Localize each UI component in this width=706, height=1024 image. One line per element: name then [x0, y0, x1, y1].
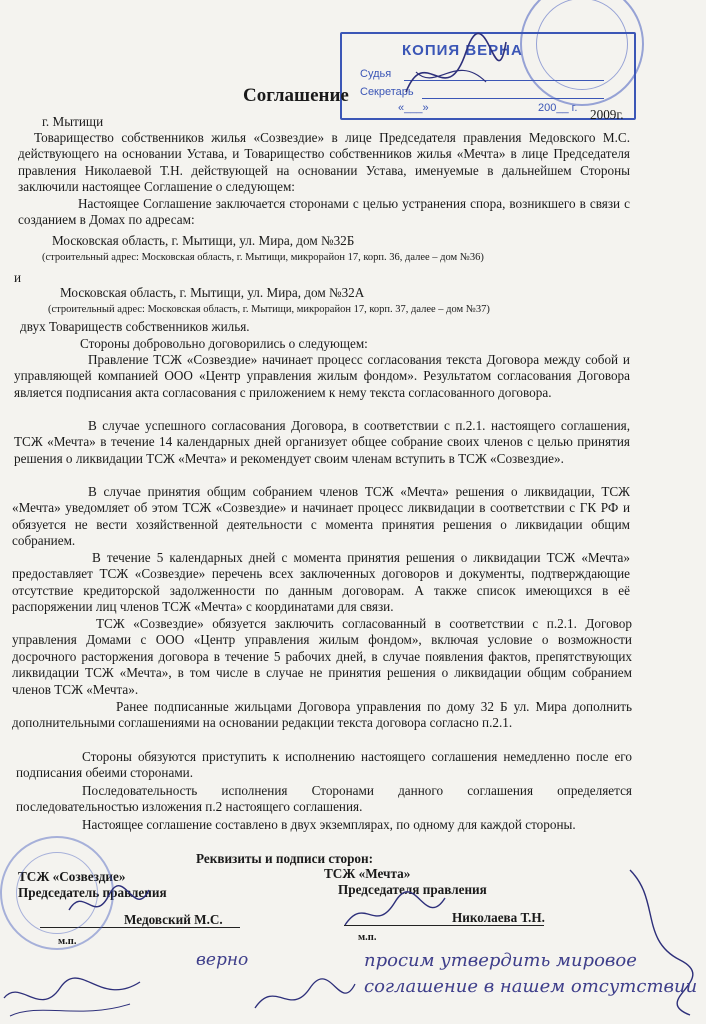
bottom-signature	[250, 978, 360, 1022]
document-title: Соглашение	[243, 85, 349, 106]
left-name: Медовский М.С.	[124, 912, 223, 927]
document-date: 2009г.	[590, 107, 624, 122]
bottom-left-scribble	[0, 958, 150, 1024]
stamp-title: КОПИЯ ВЕРНА	[402, 42, 523, 59]
agreed-text: Стороны добровольно договорились о следующем:	[80, 336, 368, 351]
stamp-year: 200__ г.	[538, 102, 578, 114]
stamp-judge-line	[404, 80, 604, 81]
stamp-judge-label: Судья	[360, 68, 392, 80]
left-org: ТСЖ «Созвездие»	[18, 869, 126, 884]
clause-1: Правление ТСЖ «Созвездие» начинает процесс согласования текста Договора между собой и управляющей компанией ООО «Центр управления жилым фондом». Результатом согласования Договора является подписания акта согласования с приложением к нему текста согласованного договора.	[14, 352, 630, 400]
right-org: ТСЖ «Мечта»	[324, 866, 411, 881]
purpose-paragraph: Настоящее Соглашение заключается сторонами с целью устранения спора, возникшего в связи с созданием в Домах по адресам:	[18, 196, 630, 228]
stamp-date: «___»	[398, 102, 429, 114]
clause-7: Стороны обязуются приступить к исполнению настоящего соглашения немедленно после его подписания обеими сторонами.	[16, 749, 632, 781]
clause-8: Последовательность исполнения Сторонами данного соглашения определяется последовательностью изложения п.2 настоящего соглашения.	[16, 783, 632, 815]
document-city: г. Мытищи	[42, 114, 104, 129]
handwritten-note-line-1: просим утвердить мировое	[364, 950, 637, 971]
address-2-note: (строительный адрес: Московская область, г. Мытищи, микрорайон 17, корп. 37, далее – дом №37)	[48, 304, 490, 315]
signatures-heading: Реквизиты и подписи сторон:	[196, 851, 374, 866]
clause-3: В случае принятия общим собранием членов ТСЖ «Мечта» решения о ликвидации, ТСЖ «Мечта» уведомляет об этом ТСЖ «Созвездие» и начинает процесс ликвидации в соответствии с ГК РФ и обязуется не вести хозяйственной деятельности с момента принятия решения о ликвидации общим собранием.	[12, 484, 630, 549]
right-name: Николаева Т.Н.	[452, 910, 545, 925]
handwritten-word: верно	[196, 950, 249, 970]
left-mp: м.п.	[58, 936, 77, 947]
handwritten-note-line-2: соглашение в нашем отсутствии	[364, 976, 698, 997]
right-mp: м.п.	[358, 932, 377, 943]
right-signature-line	[344, 925, 544, 926]
clause-6: Ранее подписанные жильцами Договора управления по дому 32 Б ул. Мира дополнить дополнительными соглашениями на основании редакции текста договора согласно п.2.1.	[12, 699, 632, 731]
clause-5: ТСЖ «Созвездие» обязуется заключить согласованный в соответствии с п.2.1. Договор управления Домами с ООО «Центр управления жилым фондом», включая условие о возможности досрочного расторжения договора в течение 5 рабочих дней, в случае появления фактов, препятствующих ликвидации ТСЖ «Мечта», в том числе в случае не принятия решения о ликвидации общим собранием членов ТСЖ «Мечта».	[12, 616, 632, 697]
intro-paragraph: Товарищество собственников жилья «Созвездие» в лице Председателя правления Медовского М.С. действующего на основании Устава, и Товарищество собственников жилья «Мечта» в лице Председателя правления Николаевой Т.Н. действующей на основании Устава, именуемые в дальнейшем Стороны заключили настоящее Соглашение о следующем:	[18, 130, 630, 195]
address-1: Московская область, г. Мытищи, ул. Мира, дом №32Б	[52, 233, 355, 248]
two-hoa-text: двух Товариществ собственников жилья.	[20, 319, 250, 334]
clause-4: В течение 5 календарных дней с момента принятия решения о ликвидации ТСЖ «Мечта» предоставляет ТСЖ «Созвездие» перечень всех заключенных договоров и документы, подтверждающие отсутствие кредиторской задолженности по данным договорам. А также список имеющихся в её распоряжении лиц членов ТСЖ «Мечта» с координатами для связи.	[12, 550, 630, 615]
clause-9: Настоящее соглашение составлено в двух экземплярах, по одному для каждой стороны.	[82, 817, 576, 832]
right-role: Председателя правления	[338, 882, 487, 897]
left-role: Председатель правления	[18, 885, 167, 900]
address-2: Московская область, г. Мытищи, ул. Мира, дом №32А	[60, 285, 365, 300]
clause-2: В случае успешного согласования Договора, в соответствии с п.2.1. настоящего соглашения, ТСЖ «Мечта» в течение 14 календарных дней организует общее собрание своих членов с целью принятия решения о ликвидации ТСЖ «Мечта» и рекомендует своим членам вступить в ТСЖ «Созвездие».	[14, 418, 630, 466]
conjunction-and: и	[14, 270, 22, 285]
address-1-note: (строительный адрес: Московская область, г. Мытищи, микрорайон 17, корп. 36, далее – дом №36)	[42, 252, 484, 263]
stamp-secretary-line	[422, 98, 604, 99]
stamp-secretary-label: Секретарь	[360, 86, 414, 98]
hoa-seal-left	[0, 836, 114, 950]
